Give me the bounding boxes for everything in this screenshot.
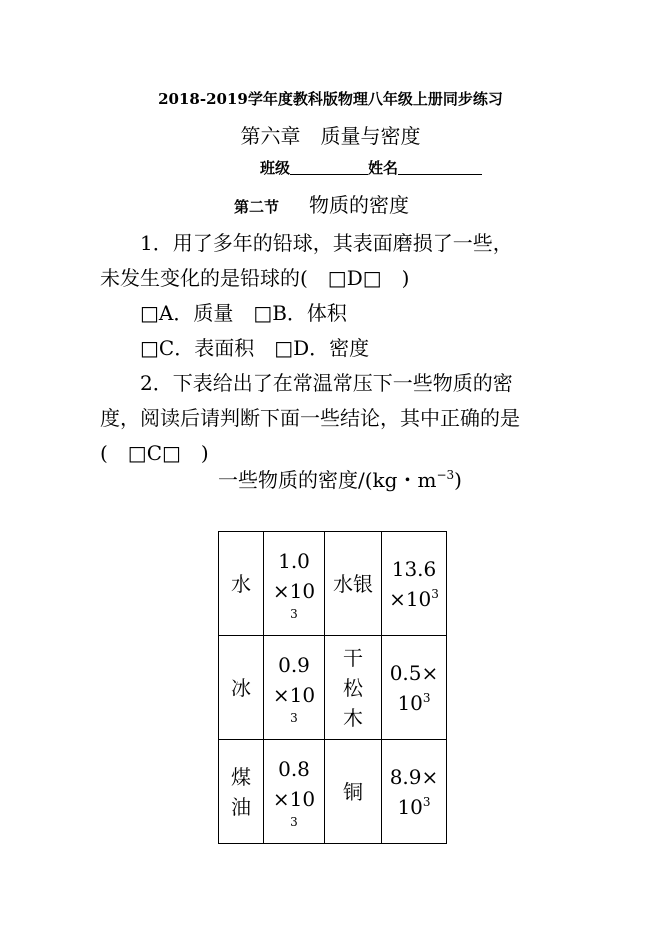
class-name-line: [260, 157, 482, 178]
density-value-mid: 10: [397, 794, 423, 819]
q1-options-row1: □A．质量 □B．体积: [140, 301, 347, 325]
substance-cell: [325, 532, 382, 636]
q1-line1: 1．用了多年的铅球，其表面磨损了一些，: [140, 231, 513, 255]
density-cell: [382, 532, 447, 636]
density-value-top: 13.6: [391, 556, 437, 581]
density-value-exp: 3: [422, 690, 431, 705]
density-value-top: 0.5×: [389, 660, 439, 685]
density-value-exp: 3: [290, 710, 298, 725]
density-value-exp: 3: [290, 814, 298, 829]
density-value-mid: ×10: [272, 682, 316, 707]
table-title-close: ): [454, 468, 462, 492]
table-title: [218, 464, 462, 493]
chapter-title: 第六章 质量与密度: [240, 124, 421, 148]
density-table: [218, 531, 447, 844]
density-value-mid: ×10: [389, 586, 432, 611]
density-value-top: 0.9: [278, 652, 310, 677]
table-row: [219, 740, 447, 844]
q2-line1: 2．下表给出了在常温常压下一些物质的密: [140, 371, 513, 395]
q1-line2: 未发生变化的是铅球的( □D□ ): [100, 266, 410, 290]
class-blank[interactable]: [290, 160, 368, 175]
substance-cell: [219, 532, 264, 636]
worksheet-header: 2018-2019学年度教科版物理八年级上册同步练习: [158, 90, 503, 108]
substance-name: 煤油: [231, 764, 251, 819]
section-heading: [234, 189, 409, 218]
substance-cell: [325, 740, 382, 844]
density-value-exp: 3: [290, 606, 298, 621]
density-value-top: 1.0: [278, 548, 310, 573]
density-cell: [264, 740, 325, 844]
substance-cell: [219, 740, 264, 844]
table-row: [219, 532, 447, 636]
density-value-exp: 3: [422, 794, 431, 809]
substance-cell: [219, 636, 264, 740]
density-value-mid: ×10: [272, 578, 316, 603]
density-cell: [264, 532, 325, 636]
substance-cell: [325, 636, 382, 740]
table-row: [219, 636, 447, 740]
substance-name: 铜: [343, 779, 363, 804]
density-value-mid: ×10: [272, 786, 316, 811]
section-title: 物质的密度: [309, 193, 410, 217]
density-cell: [382, 740, 447, 844]
density-value-exp: 3: [431, 586, 439, 601]
substance-name: 水银: [333, 571, 373, 596]
density-value-top: 8.9×: [389, 764, 439, 789]
density-value-top: 0.8: [278, 756, 310, 781]
name-blank[interactable]: [398, 160, 482, 175]
q1-options-row2: □C．表面积 □D．密度: [140, 336, 370, 360]
q2-line3: ( □C□ ): [100, 441, 209, 465]
substance-name: 冰: [231, 675, 251, 700]
table-title-main: 一些物质的密度/(kg・m: [218, 468, 437, 492]
q2-line2: 度，阅读后请判断下面一些结论，其中正确的是: [100, 406, 520, 430]
density-value-mid: 10: [397, 690, 423, 715]
density-cell: [264, 636, 325, 740]
class-label: 班级: [260, 159, 291, 177]
substance-name: 水: [231, 571, 251, 596]
density-cell: [382, 636, 447, 740]
substance-name: 干松木: [343, 645, 363, 730]
name-label: 姓名: [368, 159, 399, 177]
section-number: 第二节: [234, 198, 280, 216]
table-title-exponent: −3: [436, 468, 455, 482]
